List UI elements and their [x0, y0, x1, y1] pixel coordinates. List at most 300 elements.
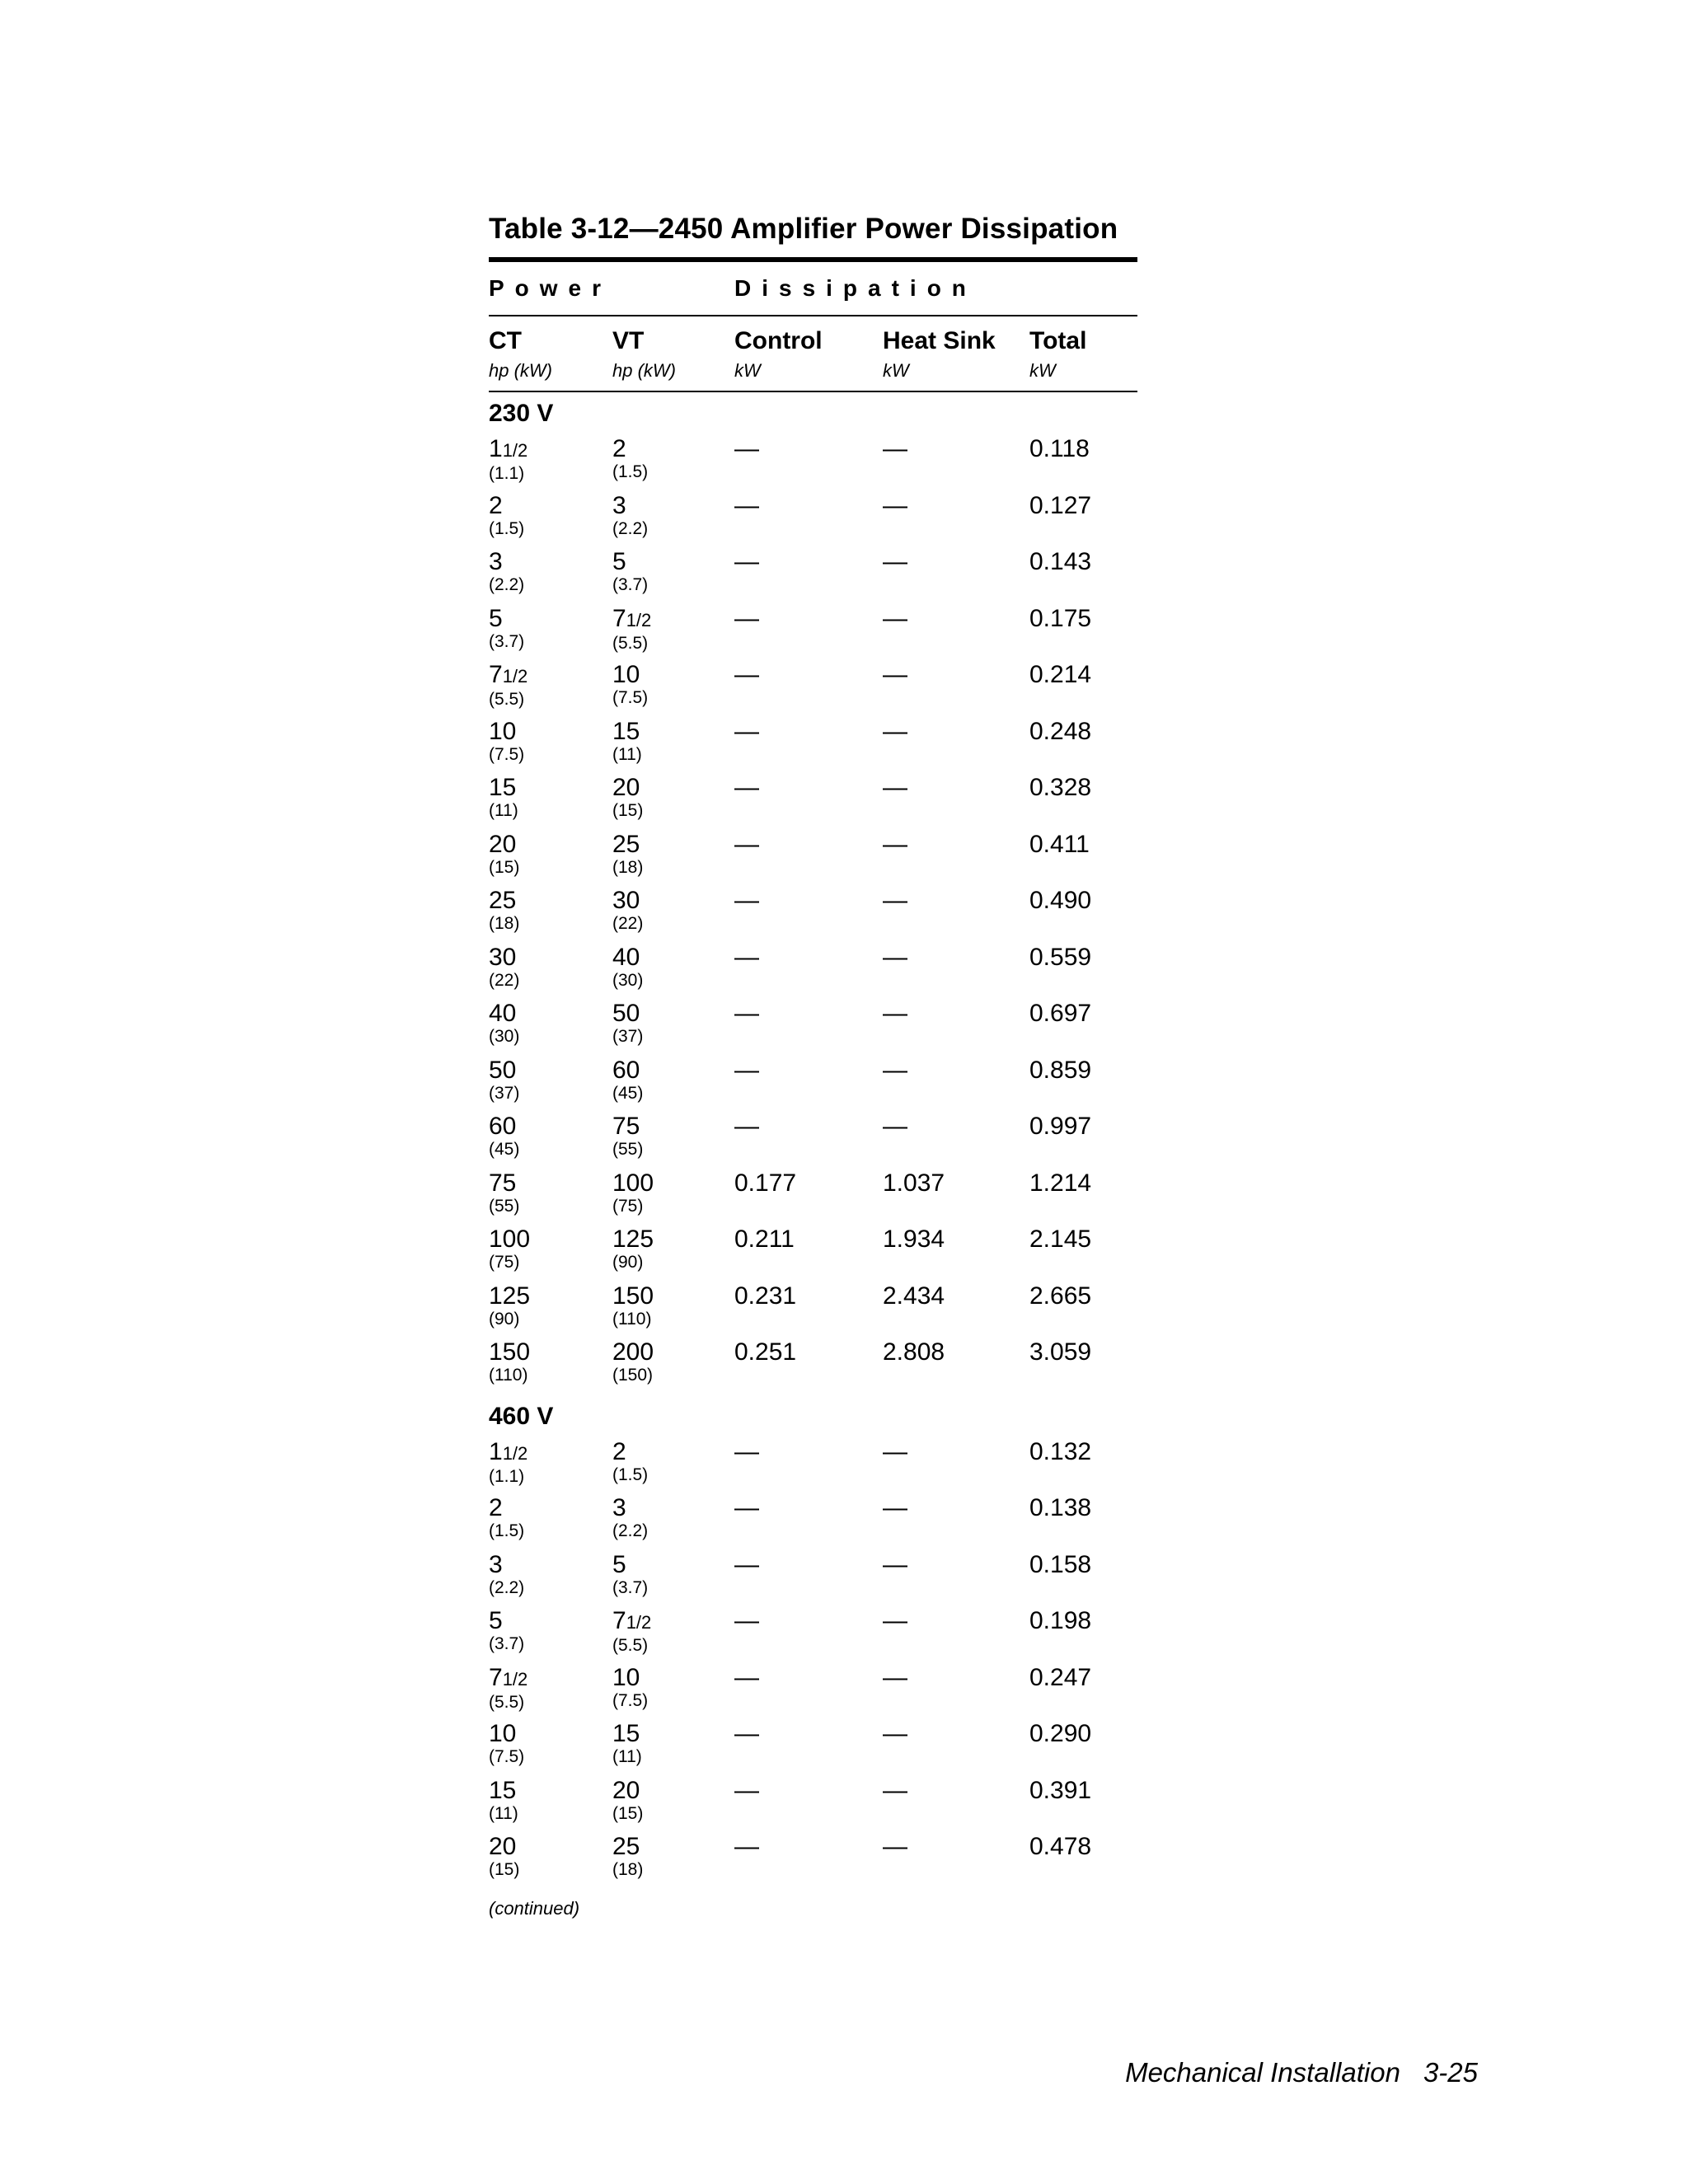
- control-value: —: [734, 1776, 759, 1804]
- control-value: —: [734, 435, 759, 462]
- ct-kw-value: (30): [489, 1027, 520, 1046]
- control-value: —: [734, 943, 759, 971]
- heat-sink-value: —: [883, 435, 907, 462]
- vt-hp-value: 20: [612, 774, 640, 801]
- control-value: —: [734, 717, 759, 745]
- ct-rating-cell: [489, 1282, 612, 1339]
- table-row: [489, 1664, 1137, 1721]
- vt-rating-cell: [612, 1226, 734, 1282]
- ct-kw-value: (110): [489, 1366, 528, 1385]
- ct-rating-cell: [489, 1720, 612, 1777]
- vt-hp-value: 60: [612, 1056, 640, 1084]
- vt-hp: [612, 1720, 734, 1748]
- ct-kw-value: (55): [489, 1196, 520, 1216]
- ct-hp-fraction: 1/2: [502, 1442, 528, 1464]
- table-row: [489, 1057, 1137, 1113]
- ct-kw-value: (75): [489, 1253, 520, 1272]
- ct-hp: [489, 1113, 612, 1141]
- ct-hp-value: 50: [489, 1056, 517, 1084]
- vt-hp: [612, 718, 734, 746]
- column-header-heat-sink: Heat Sink: [883, 327, 996, 354]
- vt-rating-cell: [612, 831, 734, 888]
- total-value: 0.132: [1029, 1437, 1092, 1465]
- total-value: 2.145: [1029, 1226, 1092, 1253]
- control-value: —: [734, 1607, 759, 1634]
- ct-hp-value: 5: [489, 604, 503, 632]
- column-header-control: Control: [734, 327, 823, 354]
- ct-hp-value: 150: [489, 1338, 531, 1366]
- header-rule: [489, 391, 1137, 392]
- table-row: [489, 1338, 1137, 1395]
- group-label-power: Power: [489, 275, 612, 301]
- vt-kw-value: (7.5): [612, 688, 649, 707]
- vt-hp-value: 20: [612, 1776, 640, 1804]
- ct-hp: [489, 1551, 612, 1579]
- ct-hp: [489, 944, 612, 972]
- vt-hp: [612, 548, 734, 576]
- total-value: 0.859: [1029, 1056, 1092, 1084]
- control-value: 0.177: [734, 1169, 797, 1197]
- ct-rating-cell: [489, 774, 612, 831]
- control-value: —: [734, 774, 759, 801]
- ct-rating-cell: [489, 718, 612, 775]
- ct-kw-value: (1.5): [489, 518, 525, 538]
- ct-rating-cell: [489, 887, 612, 944]
- vt-rating-cell: [612, 1720, 734, 1777]
- ct-hp: [489, 1169, 612, 1197]
- vt-kw-value: (55): [612, 1140, 644, 1159]
- ct-hp: [489, 1438, 612, 1468]
- vt-rating-cell: [612, 944, 734, 1001]
- total-value: 0.143: [1029, 548, 1092, 575]
- vt-hp-value: 125: [612, 1226, 654, 1253]
- heat-sink-value: —: [883, 1833, 907, 1860]
- vt-kw-value: (150): [612, 1366, 654, 1385]
- table-row: [489, 887, 1137, 944]
- vt-kw-value: (11): [612, 744, 642, 764]
- vt-rating-cell: [612, 1833, 734, 1890]
- control-value: —: [734, 1494, 759, 1521]
- vt-rating-cell: [612, 1338, 734, 1395]
- control-value: —: [734, 1113, 759, 1140]
- ct-hp: [489, 661, 612, 691]
- ct-hp: [489, 548, 612, 576]
- total-value: 0.559: [1029, 943, 1092, 971]
- ct-rating-cell: [489, 1777, 612, 1834]
- table-row: [489, 1607, 1137, 1664]
- ct-hp-fraction: 1/2: [502, 1668, 528, 1690]
- ct-hp-value: 15: [489, 774, 517, 801]
- vt-rating-cell: [612, 1169, 734, 1226]
- ct-kw-value: (3.7): [489, 631, 525, 651]
- table-row: [489, 1494, 1137, 1551]
- ct-hp: [489, 1664, 612, 1694]
- ct-kw-value: (15): [489, 1860, 520, 1879]
- vt-hp: [612, 1000, 734, 1028]
- vt-hp: [612, 1833, 734, 1861]
- table-row: [489, 435, 1137, 492]
- ct-hp: [489, 1494, 612, 1522]
- vt-hp: [612, 1777, 734, 1805]
- heat-sink-value: —: [883, 1550, 907, 1578]
- control-value: —: [734, 661, 759, 688]
- column-header-ct: CT: [489, 327, 522, 354]
- ct-hp: [489, 1720, 612, 1748]
- ct-rating-cell: [489, 1664, 612, 1721]
- vt-hp-value: 7: [612, 604, 626, 632]
- vt-rating-cell: [612, 1282, 734, 1339]
- vt-kw-value: (18): [612, 857, 644, 877]
- ct-rating-cell: [489, 492, 612, 549]
- vt-kw-value: (5.5): [612, 633, 649, 653]
- ct-hp-value: 3: [489, 548, 503, 575]
- total-value: 0.411: [1029, 830, 1090, 858]
- ct-kw-value: (7.5): [489, 744, 525, 764]
- table-row: [489, 774, 1137, 831]
- vt-kw-value: (2.2): [612, 518, 649, 538]
- total-value: 0.247: [1029, 1663, 1092, 1691]
- table-row: [489, 1000, 1137, 1057]
- group-label-dissipation: Dissipation: [734, 275, 977, 301]
- control-value: —: [734, 1663, 759, 1691]
- total-value: 0.118: [1029, 435, 1090, 462]
- ct-kw-value: (18): [489, 914, 520, 933]
- vt-kw-value: (11): [612, 1747, 642, 1766]
- control-value: —: [734, 1437, 759, 1465]
- total-value: 1.214: [1029, 1169, 1092, 1197]
- ct-rating-cell: [489, 1226, 612, 1282]
- vt-rating-cell: [612, 1551, 734, 1608]
- ct-hp-value: 60: [489, 1113, 517, 1140]
- vt-kw-value: (1.5): [612, 462, 649, 481]
- vt-hp: [612, 1282, 734, 1310]
- ct-rating-cell: [489, 1607, 612, 1664]
- total-value: 0.175: [1029, 604, 1092, 632]
- total-value: 0.328: [1029, 774, 1092, 801]
- control-value: —: [734, 548, 759, 575]
- unit-heat-sink: kW: [883, 360, 909, 381]
- vt-hp-value: 10: [612, 661, 640, 688]
- table-body: [489, 399, 1137, 1890]
- ct-hp-value: 5: [489, 1607, 503, 1634]
- vt-rating-cell: [612, 435, 734, 492]
- vt-kw-value: (3.7): [612, 1577, 649, 1597]
- vt-hp: [612, 1057, 734, 1085]
- vt-kw-value: (1.5): [612, 1465, 649, 1484]
- vt-hp: [612, 1551, 734, 1579]
- vt-rating-cell: [612, 1494, 734, 1551]
- total-value: 0.490: [1029, 887, 1092, 914]
- table-row: [489, 831, 1137, 888]
- power-dissipation-table: [489, 213, 1137, 1919]
- vt-hp: [612, 1664, 734, 1692]
- vt-rating-cell: [612, 492, 734, 549]
- vt-hp-value: 5: [612, 1550, 626, 1578]
- ct-hp: [489, 887, 612, 915]
- total-value: 0.138: [1029, 1494, 1092, 1521]
- vt-rating-cell: [612, 1607, 734, 1664]
- table-row: [489, 661, 1137, 718]
- vt-hp-value: 40: [612, 943, 640, 971]
- ct-hp: [489, 774, 612, 802]
- vt-kw-value: (30): [612, 970, 644, 990]
- table-row: [489, 1551, 1137, 1608]
- heat-sink-value: —: [883, 1000, 907, 1027]
- section-voltage-heading: 460 V: [489, 1402, 554, 1430]
- table-title: Table 3-12—2450 Amplifier Power Dissipation: [489, 213, 1118, 245]
- ct-kw-value: (11): [489, 801, 518, 820]
- ct-kw-value: (5.5): [489, 1692, 525, 1712]
- heat-sink-value: —: [883, 1056, 907, 1084]
- ct-rating-cell: [489, 548, 612, 605]
- heat-sink-value: 1.037: [883, 1169, 945, 1197]
- vt-kw-value: (5.5): [612, 1636, 649, 1655]
- table-row: [489, 1777, 1137, 1834]
- table-row: [489, 718, 1137, 775]
- vt-rating-cell: [612, 1438, 734, 1495]
- ct-rating-cell: [489, 605, 612, 662]
- ct-hp-value: 125: [489, 1282, 531, 1310]
- vt-hp-value: 15: [612, 1720, 640, 1747]
- heat-sink-value: —: [883, 774, 907, 801]
- ct-rating-cell: [489, 1833, 612, 1890]
- ct-hp: [489, 1833, 612, 1861]
- vt-hp-value: 10: [612, 1663, 640, 1691]
- vt-rating-cell: [612, 1057, 734, 1113]
- vt-hp: [612, 1226, 734, 1254]
- total-value: 0.158: [1029, 1550, 1092, 1578]
- heat-sink-value: —: [883, 1494, 907, 1521]
- vt-hp: [612, 831, 734, 859]
- ct-hp-value: 75: [489, 1169, 517, 1197]
- ct-hp-value: 7: [489, 1663, 503, 1691]
- ct-rating-cell: [489, 944, 612, 1001]
- total-value: 2.665: [1029, 1282, 1092, 1310]
- vt-kw-value: (90): [612, 1253, 644, 1272]
- vt-rating-cell: [612, 1777, 734, 1834]
- vt-rating-cell: [612, 548, 734, 605]
- ct-rating-cell: [489, 1113, 612, 1169]
- ct-kw-value: (2.2): [489, 1577, 525, 1597]
- column-header-row: [489, 326, 1137, 356]
- ct-hp: [489, 1057, 612, 1085]
- footer-page-number: 3-25: [1423, 2057, 1478, 2088]
- vt-rating-cell: [612, 887, 734, 944]
- total-value: 0.248: [1029, 717, 1092, 745]
- ct-kw-value: (1.1): [489, 464, 525, 483]
- ct-rating-cell: [489, 435, 612, 492]
- table-row: [489, 548, 1137, 605]
- ct-hp-value: 20: [489, 1833, 517, 1860]
- total-value: 0.478: [1029, 1833, 1092, 1860]
- ct-hp: [489, 435, 612, 465]
- ct-kw-value: (11): [489, 1803, 518, 1823]
- ct-hp: [489, 831, 612, 859]
- footer-section-title: Mechanical Installation: [1125, 2057, 1400, 2088]
- heat-sink-value: —: [883, 1607, 907, 1634]
- unit-total: kW: [1029, 360, 1056, 381]
- vt-hp: [612, 1438, 734, 1466]
- control-value: 0.231: [734, 1282, 797, 1310]
- ct-rating-cell: [489, 1169, 612, 1226]
- ct-hp-value: 15: [489, 1776, 517, 1804]
- heat-sink-value: —: [883, 830, 907, 858]
- vt-hp: [612, 1169, 734, 1197]
- vt-hp: [612, 435, 734, 463]
- heat-sink-value: 2.434: [883, 1282, 945, 1310]
- ct-hp-value: 1: [489, 435, 503, 462]
- control-value: —: [734, 1000, 759, 1027]
- vt-hp-value: 2: [612, 1437, 626, 1465]
- vt-rating-cell: [612, 774, 734, 831]
- heat-sink-value: —: [883, 661, 907, 688]
- section-voltage-heading: 230 V: [489, 400, 554, 427]
- ct-hp: [489, 1338, 612, 1366]
- table-row: [489, 492, 1137, 549]
- ct-hp-fraction: 1/2: [502, 666, 528, 687]
- vt-hp-fraction: 1/2: [626, 609, 652, 630]
- heat-sink-value: —: [883, 1776, 907, 1804]
- vt-kw-value: (15): [612, 1803, 644, 1823]
- ct-kw-value: (37): [489, 1083, 520, 1103]
- control-value: —: [734, 887, 759, 914]
- unit-vt: hp (kW): [612, 360, 676, 381]
- ct-hp-value: 7: [489, 661, 503, 688]
- table-row: [489, 1438, 1137, 1495]
- vt-hp-value: 200: [612, 1338, 654, 1366]
- column-header-total: Total: [1029, 327, 1087, 354]
- table-row: [489, 1720, 1137, 1777]
- total-value: 0.214: [1029, 661, 1092, 688]
- ct-rating-cell: [489, 1494, 612, 1551]
- ct-kw-value: (2.2): [489, 575, 525, 594]
- heat-sink-value: —: [883, 943, 907, 971]
- total-value: 0.127: [1029, 491, 1092, 519]
- total-value: 0.697: [1029, 1000, 1092, 1027]
- vt-rating-cell: [612, 605, 734, 662]
- vt-hp: [612, 492, 734, 520]
- vt-hp-value: 75: [612, 1113, 640, 1140]
- table-row: [489, 1282, 1137, 1339]
- vt-hp: [612, 605, 734, 635]
- ct-hp: [489, 1226, 612, 1254]
- heat-sink-value: —: [883, 604, 907, 632]
- ct-hp: [489, 1000, 612, 1028]
- ct-rating-cell: [489, 831, 612, 888]
- heat-sink-value: —: [883, 1720, 907, 1747]
- heat-sink-value: —: [883, 491, 907, 519]
- ct-kw-value: (3.7): [489, 1634, 525, 1653]
- ct-hp-value: 30: [489, 943, 517, 971]
- unit-control: kW: [734, 360, 761, 381]
- ct-hp-value: 3: [489, 1550, 503, 1578]
- vt-hp-value: 50: [612, 1000, 640, 1027]
- heat-sink-value: —: [883, 1663, 907, 1691]
- unit-row: [489, 359, 1137, 382]
- vt-kw-value: (22): [612, 914, 644, 933]
- vt-kw-value: (18): [612, 1860, 644, 1879]
- vt-hp-value: 25: [612, 1833, 640, 1860]
- ct-kw-value: (5.5): [489, 690, 525, 709]
- vt-hp-value: 150: [612, 1282, 654, 1310]
- total-value: 0.997: [1029, 1113, 1092, 1140]
- table-row: [489, 1113, 1137, 1169]
- vt-kw-value: (110): [612, 1309, 652, 1329]
- total-value: 0.198: [1029, 1607, 1092, 1634]
- ct-rating-cell: [489, 1438, 612, 1495]
- heat-sink-value: —: [883, 887, 907, 914]
- vt-hp: [612, 1338, 734, 1366]
- control-value: 0.211: [734, 1226, 795, 1253]
- control-value: —: [734, 830, 759, 858]
- ct-hp-value: 2: [489, 1494, 503, 1521]
- heat-sink-value: 1.934: [883, 1226, 945, 1253]
- column-header-vt: VT: [612, 327, 645, 354]
- ct-kw-value: (1.5): [489, 1521, 525, 1540]
- unit-ct: hp (kW): [489, 360, 552, 381]
- vt-rating-cell: [612, 1113, 734, 1169]
- vt-hp: [612, 1113, 734, 1141]
- vt-rating-cell: [612, 718, 734, 775]
- ct-kw-value: (7.5): [489, 1747, 525, 1766]
- ct-kw-value: (1.1): [489, 1466, 525, 1486]
- ct-kw-value: (45): [489, 1140, 520, 1159]
- ct-hp: [489, 492, 612, 520]
- group-header-row: [489, 262, 1137, 315]
- ct-hp-value: 25: [489, 887, 517, 914]
- heat-sink-value: —: [883, 1437, 907, 1465]
- heat-sink-value: 2.808: [883, 1338, 945, 1366]
- heat-sink-value: —: [883, 717, 907, 745]
- ct-rating-cell: [489, 1057, 612, 1113]
- vt-kw-value: (2.2): [612, 1521, 649, 1540]
- vt-hp-value: 30: [612, 887, 640, 914]
- ct-kw-value: (15): [489, 857, 520, 877]
- total-value: 0.290: [1029, 1720, 1092, 1747]
- vt-hp: [612, 1607, 734, 1637]
- vt-rating-cell: [612, 1664, 734, 1721]
- ct-rating-cell: [489, 1551, 612, 1608]
- control-value: —: [734, 1056, 759, 1084]
- ct-hp: [489, 1607, 612, 1635]
- control-value: 0.251: [734, 1338, 797, 1366]
- control-value: —: [734, 1720, 759, 1747]
- vt-kw-value: (15): [612, 801, 644, 820]
- table-row: [489, 605, 1137, 662]
- vt-hp-value: 3: [612, 1494, 626, 1521]
- vt-hp-value: 7: [612, 1607, 626, 1634]
- control-value: —: [734, 491, 759, 519]
- ct-rating-cell: [489, 661, 612, 718]
- ct-hp: [489, 1282, 612, 1310]
- vt-hp: [612, 944, 734, 972]
- ct-rating-cell: [489, 1338, 612, 1395]
- ct-hp-fraction: 1/2: [502, 440, 528, 461]
- vt-hp-value: 15: [612, 717, 640, 745]
- ct-hp-value: 100: [489, 1226, 531, 1253]
- table-row: [489, 1169, 1137, 1226]
- ct-kw-value: (90): [489, 1309, 520, 1329]
- control-value: —: [734, 604, 759, 632]
- heat-sink-value: —: [883, 548, 907, 575]
- vt-hp-fraction: 1/2: [626, 1612, 652, 1633]
- ct-hp-value: 10: [489, 717, 517, 745]
- vt-hp: [612, 887, 734, 915]
- vt-rating-cell: [612, 661, 734, 718]
- vt-hp-value: 5: [612, 548, 626, 575]
- total-value: 0.391: [1029, 1776, 1092, 1804]
- page-footer: [1125, 2057, 1478, 2088]
